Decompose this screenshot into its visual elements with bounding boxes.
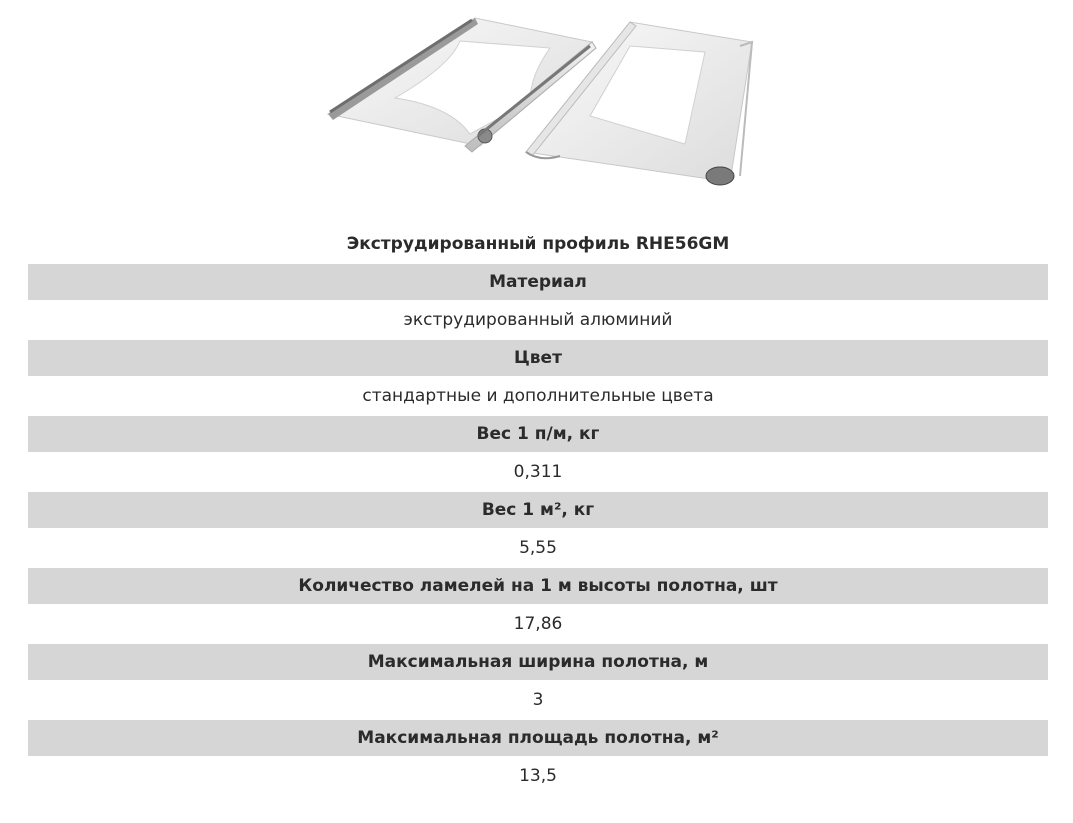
spec-label-material: Материал — [28, 264, 1048, 300]
spec-label-color: Цвет — [28, 340, 1048, 376]
spec-value-slat-count: 17,86 — [28, 604, 1048, 644]
spec-label-max-area: Максимальная площадь полотна, м² — [28, 720, 1048, 756]
spec-value-max-width: 3 — [28, 680, 1048, 720]
spec-value-material: экструдированный алюминий — [28, 300, 1048, 340]
spec-value-color: стандартные и дополнительные цвета — [28, 376, 1048, 416]
spec-table — [28, 264, 1048, 796]
product-title: Экструдированный профиль RHE56GM — [346, 234, 730, 254]
product-image — [300, 6, 780, 206]
aluminum-profile-icon — [300, 6, 780, 206]
spec-value-weight-per-sqm: 5,55 — [28, 528, 1048, 568]
spec-label-weight-per-meter: Вес 1 п/м, кг — [28, 416, 1048, 452]
spec-label-slat-count: Количество ламелей на 1 м высоты полотна, шт — [28, 568, 1048, 604]
spec-value-weight-per-meter: 0,311 — [28, 452, 1048, 492]
spec-label-weight-per-sqm: Вес 1 м², кг — [28, 492, 1048, 528]
spec-label-max-width: Максимальная ширина полотна, м — [28, 644, 1048, 680]
spec-value-max-area: 13,5 — [28, 756, 1048, 796]
